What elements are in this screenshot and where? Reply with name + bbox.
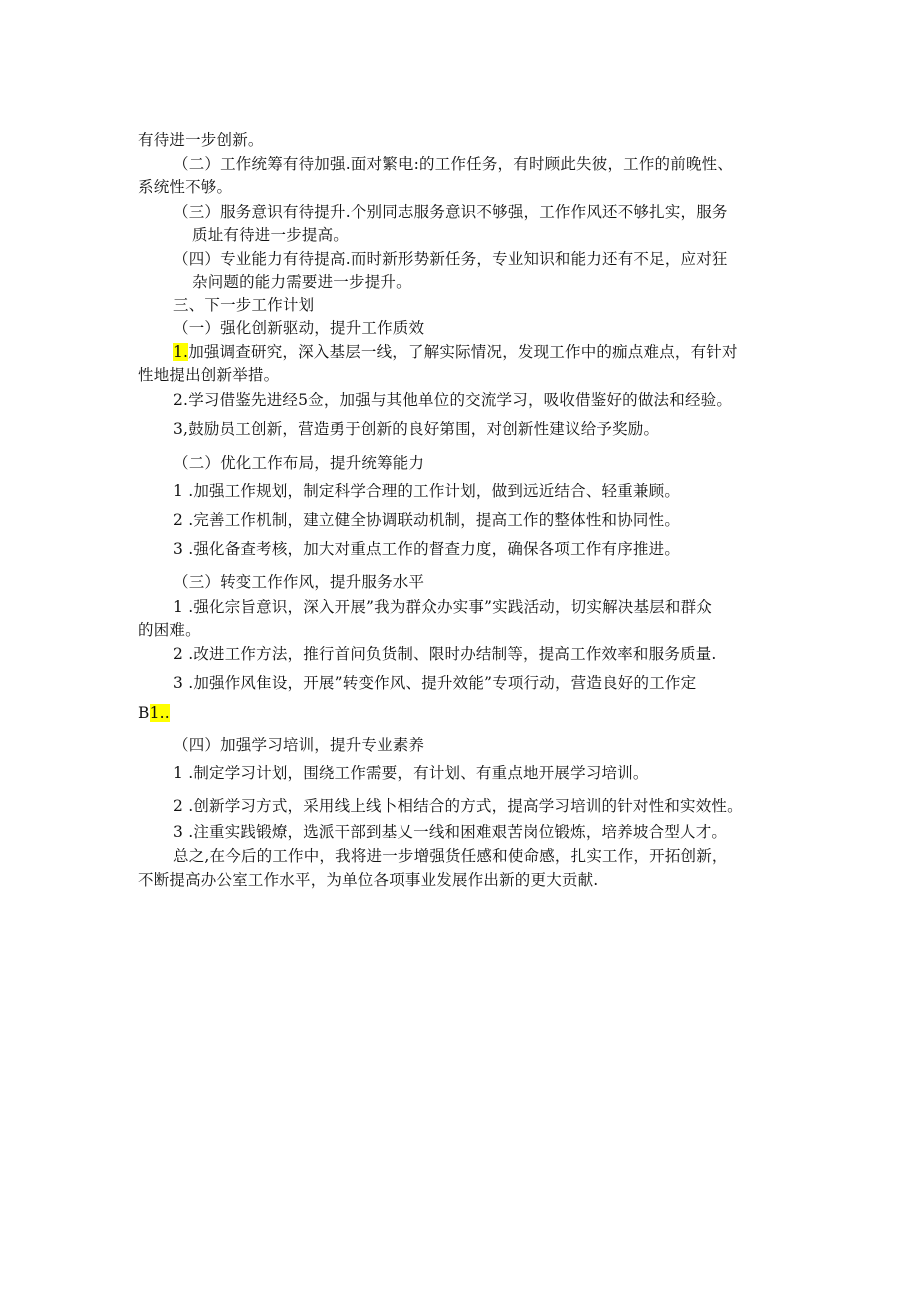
text-line: 3 .注重实践锻燎，选派干部到基乂一线和困难艰苦岗位锻炼，培养坡合型人才。: [173, 823, 728, 841]
text-line: 总之,在今后的工作中，我将进一步增强货任感和使命感，扎实工作，开拓创新，: [173, 847, 728, 865]
subsection-heading: （一）强化创新驱动，提升工作质效: [173, 319, 425, 337]
text-line: 系统性不够。: [138, 178, 233, 196]
text-line: 质址有待进一步提高。: [192, 226, 350, 244]
text-line: 1.加强调查研究，深入基层一线，了解实际情况，发现工作中的痂点难点，有针对: [173, 343, 738, 361]
text-line: 杂问题的能力需要进一步提升。: [192, 273, 412, 291]
subsection-heading: （三）转变工作作风，提升服务水平: [173, 573, 425, 591]
text-line: 2.学习借鉴先进经5佥，加强与其他单位的交流学习，吸收借鉴好的做法和经验。: [173, 391, 733, 409]
text-line: 不断提高办公室工作水平，为单位各项事业发展作出新的更大贡献.: [138, 871, 599, 889]
text-line: （四）专业能力有待提高.而时新形势新任务，专业知识和能力还有不足，应对狂: [173, 250, 728, 268]
text-line: 2 .创新学习方式，采用线上线卜相结合的方式，提高学习培训的针对性和实效性。: [173, 797, 743, 815]
highlight-marker: 1.: [173, 343, 189, 361]
text-line: 2 .完善工作机制，建立健全协调联动机制，提高工作的整体性和协同性。: [173, 511, 681, 529]
text-line: 3 .加强作风隹设，开展”转变作风、提升效能”专项行动，营造良好的工作定: [173, 674, 697, 692]
text-line: （二）工作统筹有待加强.面对繁电:的工作任务，有时顾此失彼，工作的前晚性、: [173, 155, 734, 173]
text-line: 1 .制定学习计划，围绕工作需要，有计划、有重点地开展学习培训。: [173, 764, 649, 782]
text-line: 1 .强化宗旨意识，深入开展”我为群众办实事”实践活动，切实解决基层和群众: [173, 598, 712, 616]
text-line: 性地提出创新举措。: [138, 366, 280, 384]
subsection-heading: （二）优化工作布局，提升统筹能力: [173, 454, 425, 472]
text-line: 1 .加强工作规划，制定科学合理的工作计划，做到远近结合、轻重兼顾。: [173, 482, 681, 500]
text-line: 3 .强化备查考核，加大对重点工作的督查力度，确保各项工作有序推进。: [173, 540, 681, 558]
text-line: 3,鼓励员工创新，营造勇于创新的良好第围，对创新性建议给予奖励。: [173, 420, 660, 438]
text-line: 有待进一步创新。: [138, 131, 264, 149]
text-line: 的困难。: [138, 621, 201, 639]
text-line: （三）服务意识有待提升.个别同志服务意识不够强，工作作风还不够扎实，服务: [173, 203, 728, 221]
subsection-heading: （四）加强学习培训，提升专业素养: [173, 736, 425, 754]
highlight-marker: 1..: [149, 704, 170, 722]
section-heading: 三、下一步工作计划: [173, 296, 315, 314]
text-line: B1..: [138, 704, 170, 722]
text-line: 2 .改进工作方法，推行首问负货制、限时办结制等，提高工作效率和服务质量.: [173, 645, 717, 663]
